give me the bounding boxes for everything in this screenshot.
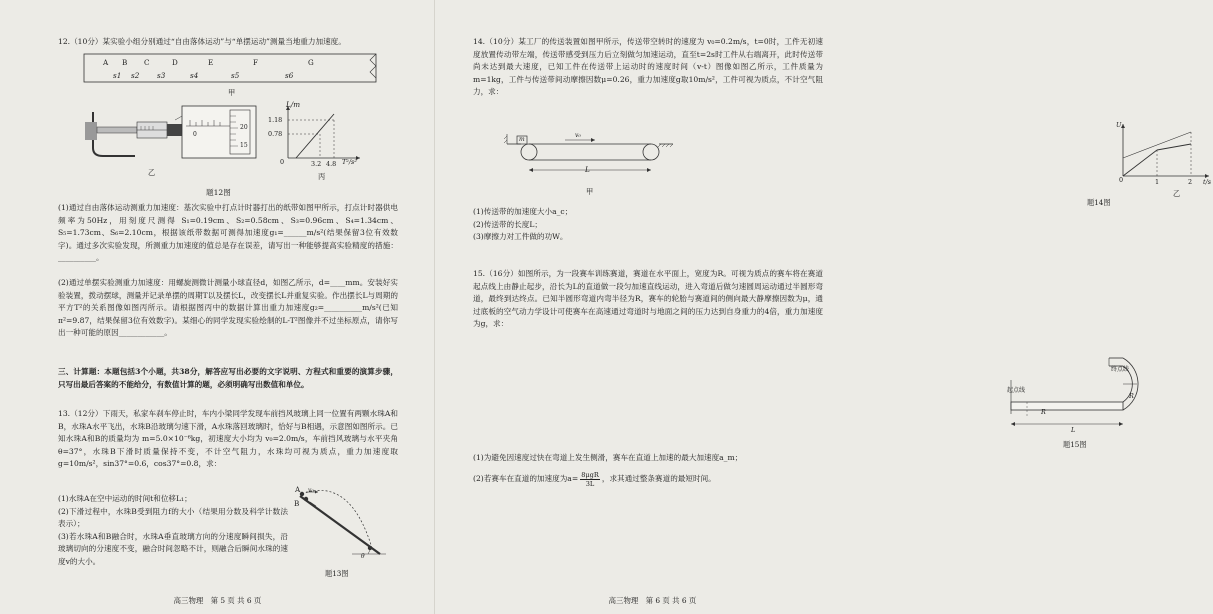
- fig-jia-label: 甲: [228, 88, 236, 97]
- track-label-l: L: [1071, 426, 1076, 434]
- section-3-text: 三、计算题：本题包括3个小题，共38分，解答应写出必要的文字说明、方程式和重要的演算步骤，只写出最后答案的不能给分，有数值计算的题，必须明确写出数值和单位。: [58, 367, 398, 389]
- tape-seg-2: s2: [131, 71, 140, 80]
- q13-label-v0: v₀: [308, 487, 314, 494]
- q14-fig-caption: 题14图: [1087, 198, 1111, 207]
- q14-part1: (1)传送带的加速度大小a_c；: [473, 207, 573, 216]
- q15-part1: (1)为避免因速度过快在弯道上发生侧滑，赛车在直道上加速的最大加速度a_m；: [473, 453, 743, 462]
- q15-parts: [473, 452, 823, 488]
- vt-graph: [1113, 120, 1213, 186]
- graph-ylabel: L/m: [286, 100, 301, 109]
- micrometer-zero: 0: [193, 131, 197, 138]
- question-15: [473, 268, 823, 331]
- track-label-radius-r: R: [1129, 392, 1134, 400]
- tape-mark-a: A: [103, 58, 109, 67]
- tape-mark-d: D: [172, 58, 178, 67]
- q13-stem: 13.（12分）下雨天，私家车刹车停止时，车内小梁同学发现车前挡风玻璃上同一位置有两颗水珠A和B，水珠A水平飞出，水珠B沿玻璃匀速下滑，A水珠落回玻璃时，恰好与B相遇，示意图如图所示。已知水珠A和B的质量均为 m=5.0×10⁻⁶kg，初速度大小均为 v₀=2.0m/s，车前挡风玻璃与水平夹角θ=37°，水珠B下滑时质量保持不变，不计空气阻力，水珠均可视为质点，重力加速度取 g=10m/s²，sin37°=0.6，cos37°=0.8，求：: [58, 409, 398, 469]
- q14-stem: 14.（10分）某工厂的传送装置如图甲所示，传送带空转时的速度为 v₀=0.2m/s，t=0时，工件无初速度放置传动带左端，传送带感受到压力后立刻做匀加速运动，直至t=2s时工件从右端离开，此时传送带尚未达到最大速度，已知工件在传送带上运动时的速度时间（v-t）图像如图乙所示，工件质量为 m=1kg，工件与传送带间动摩擦因数μ=0.26，重力加速度g取10m/s²，工件可视为质点，不计空气阻力，求：: [473, 37, 823, 97]
- conveyor-fig-jia: 甲: [586, 187, 594, 196]
- vt-fig-yi: 乙: [1173, 189, 1181, 198]
- q13-label-theta: θ: [361, 553, 365, 560]
- q13-figure: [290, 484, 390, 560]
- tape-seg-5: s5: [231, 71, 240, 80]
- q12-part2-text: (2)通过单摆实验测重力加速度：用螺旋测微计测量小球直径d，如图乙所示，d=____mm。安装好实验装置，拨动摆球，测量并记录单摆的周期T以及摆长L，改变摆长L并重复实验。作出摆长L与周期的平方T²的关系图像如图丙所示。请根据图丙中的数据计算出重力加速度g₂=__________m/s²(已知π²=9.87，结果保留3位有效数字)。某细心的同学发现实验绘制的L-T²图像并不过坐标原点，请你写出一种可能的原因____________。: [58, 278, 398, 338]
- q12-stem: 12.（10分）某实验小组分别通过“自由落体运动”与“单摆运动”测量当地重力加速度。: [58, 37, 346, 46]
- conveyor-label-m: m: [519, 136, 525, 143]
- q15-stem: 15.（16分）如图所示，为一段赛车训练赛道，赛道在水平面上，宽度为R。可视为质点的赛车将在赛道起点线上由静止起步，沿长为L的直道做一段匀加速直线运动，进入弯道后做匀速圆周运动通过半圆形弯道，最终到达终点。已知半圆形弯道内弯半径为R，赛车的轮胎与赛道间的侧向最大静摩擦因数为μ，通过底板的空气动力学设计可使赛车在高速通过弯道时与地面之间的压力达到自身重力的4倍，重力加速度为g，求：: [473, 269, 823, 329]
- graph-xtick-48: 4.8: [326, 160, 337, 168]
- q13-part2: (2)下滑过程中，水珠B受到阻力f的大小（结果用分数及科学计数法表示）；: [58, 506, 288, 529]
- tape-mark-c: C: [144, 58, 150, 67]
- q13-part3: (3)若水珠A和B融合时，水珠A垂直玻璃方向的分速度瞬间损失，沿玻璃切向的分速度不变，融合时间忽略不计，则融合后瞬间水珠的速度v的大小。: [58, 531, 288, 566]
- graph-xtick-32: 3.2: [311, 160, 322, 168]
- vt-ylabel: U: [1116, 121, 1122, 129]
- q13-parts: [58, 493, 288, 569]
- graph-xlabel: T²/s²: [342, 158, 357, 166]
- vt-tick-2: 2: [1188, 178, 1193, 186]
- q12-part1-text: (1)通过自由落体运动测重力加速度：基次实验中打点计时器打出的纸带如图甲所示，打点计时器供电频率为50Hz，用刻度尺测得 S₁=0.19cm、S₂=0.58cm、S₃=0.96cm、S₄=1.34cm、S₅=1.73cm、S₆=2.10cm，根据该纸带数据可测得加速度g₁=______m/s²(结果保留3位有效数字)。通过多次实验发现，所测重力加速度的值总是存在误差，请写出一种能够提高实验精度的措施：__________。: [58, 203, 398, 263]
- q12-fig-caption: 题12图: [206, 188, 231, 197]
- micrometer-15: 15: [240, 142, 248, 149]
- conveyor-label-v0: v₀: [575, 132, 581, 139]
- fig-yi-label: 乙: [148, 168, 156, 177]
- graph-origin: 0: [280, 158, 285, 166]
- tape-seg-4: s4: [190, 71, 199, 80]
- q13-fig-caption: 题13图: [325, 569, 349, 578]
- q15-part2-pre: (2)若赛车在直道的加速度为a=: [473, 473, 579, 483]
- track-finish-line: 终点线: [1111, 366, 1130, 373]
- q14-part3: (3)摩擦力对工件做的功W。: [473, 232, 568, 242]
- q14-parts: [473, 206, 823, 244]
- tape-seg-3: s3: [157, 71, 166, 80]
- right-footer: 高三物理 第 6 页 共 6 页: [608, 596, 697, 605]
- section-3-heading: [58, 366, 398, 391]
- tape-mark-b: B: [122, 58, 128, 67]
- tape-mark-f: F: [253, 58, 258, 67]
- page-divider: [434, 0, 435, 614]
- q13-label-a: A: [295, 485, 301, 494]
- micrometer-20: 20: [240, 124, 248, 131]
- q15-part2-post: ，求其通过整条赛道的最短时间。: [601, 473, 716, 483]
- graph-ytick-078: 0.78: [268, 130, 283, 138]
- left-footer: 高三物理 第 5 页 共 6 页: [173, 596, 262, 605]
- conveyor-figure: [505, 130, 675, 178]
- vt-xlabel: t/s: [1203, 178, 1212, 186]
- q15-part2: [473, 471, 823, 488]
- track-start-line: 起点线: [1007, 387, 1026, 394]
- fig-bing-label: 丙: [318, 172, 326, 181]
- tape-mark-g: G: [308, 58, 314, 67]
- track-label-width-r: R: [1041, 408, 1046, 416]
- q13-part1: (1)水珠A在空中运动的时间t和位移L₁；: [58, 494, 192, 503]
- question-14: [473, 36, 823, 99]
- q13-label-b: B: [294, 499, 300, 508]
- conveyor-label-l: L: [585, 165, 590, 174]
- q15-fraction: [580, 471, 600, 488]
- q14-part2: (2)传送带的长度L；: [473, 219, 542, 229]
- q12-part2: [58, 277, 398, 340]
- q15-frac-num: 8μgR: [581, 470, 599, 479]
- micrometer-zoom-figure: [180, 104, 260, 162]
- tape-mark-e: E: [208, 58, 214, 67]
- question-13: [58, 408, 398, 471]
- graph-ytick-118: 1.18: [268, 116, 283, 124]
- vt-origin: 0: [1119, 176, 1124, 184]
- tape-seg-1: s1: [113, 71, 122, 80]
- tape-seg-6: s6: [285, 71, 294, 80]
- question-12: [58, 36, 398, 49]
- q12-part1: [58, 202, 398, 265]
- q15-fig-caption: 题15图: [1063, 440, 1087, 449]
- vt-tick-1: 1: [1155, 178, 1160, 186]
- right-page: [435, 0, 1212, 614]
- left-page: [0, 0, 435, 614]
- q15-frac-den: 3L: [585, 479, 595, 488]
